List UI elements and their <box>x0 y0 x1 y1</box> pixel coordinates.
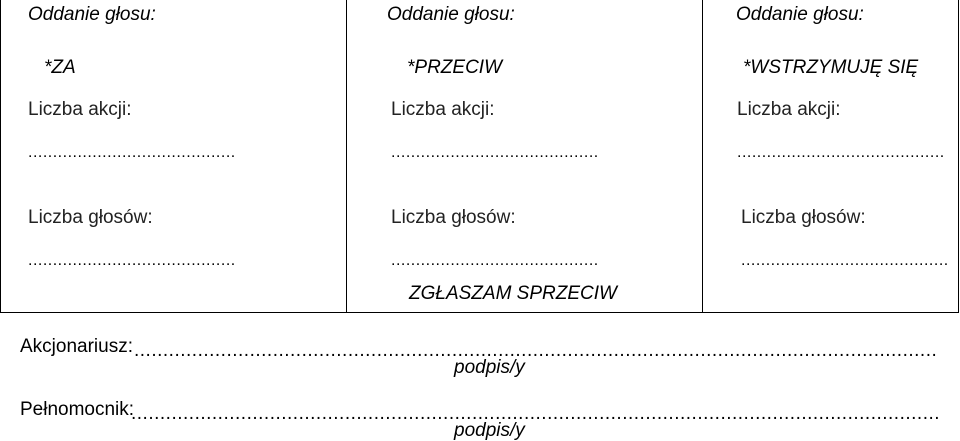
vote-column-against <box>347 0 703 313</box>
votes-label: Liczba głosów: <box>391 207 516 228</box>
votes-label: Liczba głosów: <box>741 207 866 228</box>
shareholder-label: Akcjonariusz: <box>20 336 133 357</box>
votes-input[interactable]: .......................................... <box>391 252 599 269</box>
votes-label: Liczba głosów: <box>28 207 153 228</box>
shareholder-signature-line[interactable]: ........................................................................................................................................... <box>134 340 938 361</box>
vote-column-for <box>1 0 347 313</box>
signature-caption: podpis/y <box>454 420 525 441</box>
vote-option-abstain[interactable]: *WSTRZYMUJĘ SIĘ <box>743 57 919 78</box>
vote-option-against[interactable]: *PRZECIW <box>407 57 502 78</box>
shares-input[interactable]: .......................................... <box>737 144 945 161</box>
proxy-signature-line[interactable]: ............................................................................................................................................ <box>131 403 941 424</box>
shares-label: Liczba akcji: <box>391 99 495 120</box>
objection-statement[interactable]: ZGŁASZAM SPRZECIW <box>409 283 617 304</box>
column-heading: Oddanie głosu: <box>387 4 515 25</box>
shares-label: Liczba akcji: <box>28 99 132 120</box>
proxy-label: Pełnomocnik: <box>20 399 135 420</box>
vote-option-for[interactable]: *ZA <box>44 57 76 78</box>
shares-input[interactable]: .......................................... <box>28 144 236 161</box>
shares-label: Liczba akcji: <box>737 99 841 120</box>
column-heading: Oddanie głosu: <box>28 4 156 25</box>
signature-caption: podpis/y <box>454 357 525 378</box>
votes-input[interactable]: .......................................... <box>741 252 949 269</box>
votes-input[interactable]: .......................................... <box>28 252 236 269</box>
column-heading: Oddanie głosu: <box>736 4 864 25</box>
shares-input[interactable]: .......................................... <box>391 144 599 161</box>
vote-column-abstain <box>703 0 959 313</box>
